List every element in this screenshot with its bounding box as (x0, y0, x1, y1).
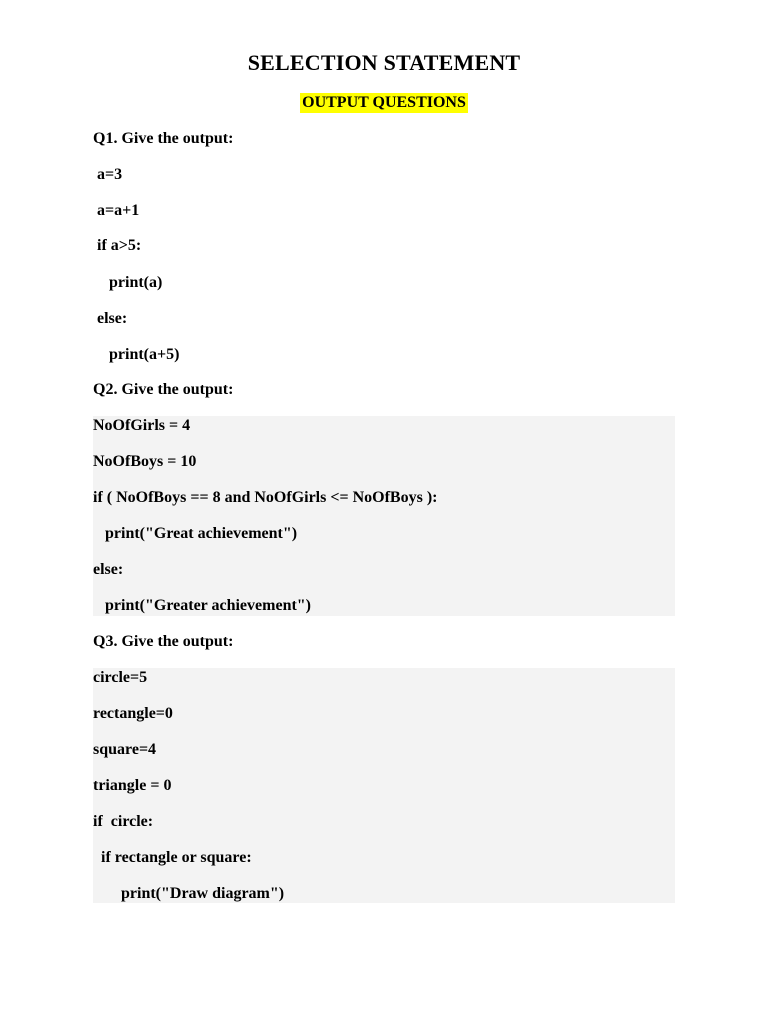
q1-heading: Q1. Give the output: (93, 130, 234, 147)
q3-code-line: print("Draw diagram") (93, 885, 285, 902)
q1-code-line: if a>5: (97, 237, 142, 254)
q1-code-line: a=3 (97, 166, 123, 183)
q2-code-line: print("Great achievement") (93, 525, 298, 542)
q3-code-line: circle=5 (93, 669, 148, 686)
q2-code-line: print("Greater achievement") (93, 597, 311, 614)
q3-code-line: if circle: (93, 813, 154, 830)
q2-code-line: if ( NoOfBoys == 8 and NoOfGirls <= NoOfBoys ): (93, 489, 438, 506)
q2-heading: Q2. Give the output: (93, 381, 234, 398)
document-subtitle: OUTPUT QUESTIONS (302, 94, 466, 111)
q1-code-line: print(a) (97, 274, 163, 291)
q2-code-line: else: (93, 561, 124, 578)
q2-code-line: NoOfBoys = 10 (93, 453, 197, 470)
document-title: SELECTION STATEMENT (247, 50, 521, 75)
q2-code-line: NoOfGirls = 4 (93, 417, 191, 434)
q3-code-line: if rectangle or square: (93, 849, 252, 866)
q3-heading: Q3. Give the output: (93, 633, 234, 650)
q3-code-line: square=4 (93, 741, 157, 758)
q3-code-line: triangle = 0 (93, 777, 172, 794)
q1-code-line: else: (97, 310, 128, 327)
q2-code-block (93, 416, 675, 616)
q1-code-line: a=a+1 (97, 202, 140, 219)
q3-code-line: rectangle=0 (93, 705, 173, 722)
q1-code-line: print(a+5) (97, 346, 180, 363)
